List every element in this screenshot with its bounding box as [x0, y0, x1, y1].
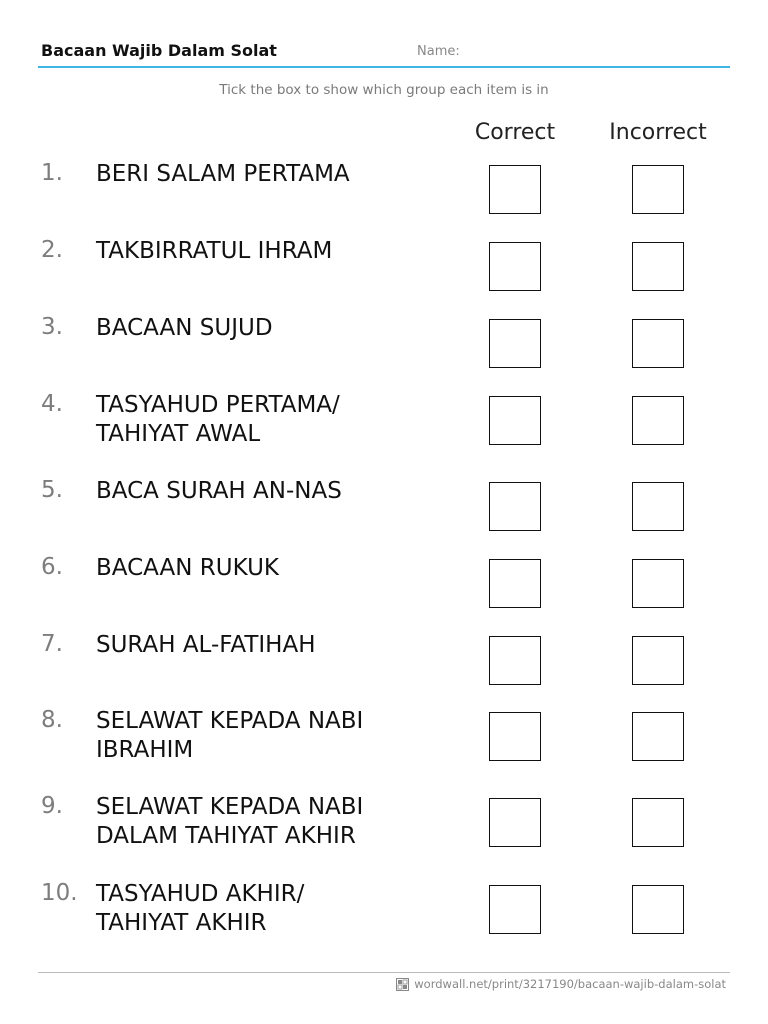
item-label — [96, 160, 436, 189]
checkbox-incorrect[interactable] — [632, 242, 684, 291]
checkbox-correct[interactable] — [489, 242, 541, 291]
item-label — [96, 314, 436, 343]
item-label-line: TASYAHUD AKHIR/ — [96, 881, 305, 907]
item-label-line: IBRAHIM — [96, 737, 194, 763]
item-number: 8. — [41, 707, 63, 733]
checkbox-correct[interactable] — [489, 636, 541, 685]
checkbox-correct[interactable] — [489, 396, 541, 445]
item-label-line: SURAH AL-FATIHAH — [96, 632, 316, 658]
item-label — [96, 631, 436, 660]
item-label — [96, 237, 436, 266]
column-header-incorrect: Incorrect — [609, 120, 707, 145]
item-number: 9. — [41, 793, 63, 819]
checkbox-incorrect[interactable] — [632, 165, 684, 214]
item-label — [96, 793, 436, 851]
wordwall-logo-icon — [396, 978, 409, 991]
header-divider — [38, 66, 730, 68]
item-label-line: BACAAN SUJUD — [96, 315, 273, 341]
item-number: 4. — [41, 391, 63, 417]
checkbox-correct[interactable] — [489, 559, 541, 608]
item-number: 2. — [41, 237, 63, 263]
item-label — [96, 391, 436, 449]
item-label-line: TAKBIRRATUL IHRAM — [96, 238, 333, 264]
instruction-text: Tick the box to show which group each item is in — [219, 82, 549, 98]
checkbox-incorrect[interactable] — [632, 482, 684, 531]
item-number: 7. — [41, 631, 63, 657]
item-label-line: BACAAN RUKUK — [96, 555, 279, 581]
item-label-line: SELAWAT KEPADA NABI — [96, 794, 364, 820]
item-label-line: TASYAHUD PERTAMA/ — [96, 392, 340, 418]
checkbox-correct[interactable] — [489, 712, 541, 761]
item-label-line: TAHIYAT AWAL — [96, 421, 261, 447]
checkbox-incorrect[interactable] — [632, 798, 684, 847]
item-number: 5. — [41, 477, 63, 503]
checkbox-incorrect[interactable] — [632, 712, 684, 761]
checkbox-correct[interactable] — [489, 798, 541, 847]
footer — [396, 977, 726, 991]
footer-url: wordwall.net/print/3217190/bacaan-wajib-dalam-solat — [414, 977, 726, 991]
item-number: 3. — [41, 314, 63, 340]
item-number: 1. — [41, 160, 63, 186]
checkbox-correct[interactable] — [489, 165, 541, 214]
checkbox-incorrect[interactable] — [632, 319, 684, 368]
checkbox-incorrect[interactable] — [632, 559, 684, 608]
checkbox-correct[interactable] — [489, 885, 541, 934]
name-label: Name: — [417, 44, 460, 59]
checkbox-incorrect[interactable] — [632, 885, 684, 934]
checkbox-correct[interactable] — [489, 482, 541, 531]
item-label-line: BERI SALAM PERTAMA — [96, 161, 350, 187]
item-label-line: TAHIYAT AKHIR — [96, 910, 267, 936]
checkbox-incorrect[interactable] — [632, 636, 684, 685]
item-label-line: BACA SURAH AN-NAS — [96, 478, 342, 504]
checkbox-correct[interactable] — [489, 319, 541, 368]
checkbox-incorrect[interactable] — [632, 396, 684, 445]
item-label-line: SELAWAT KEPADA NABI — [96, 708, 364, 734]
footer-divider — [38, 972, 730, 973]
item-label — [96, 477, 436, 506]
item-label — [96, 880, 436, 938]
item-number: 10. — [41, 880, 78, 906]
item-label-line: DALAM TAHIYAT AKHIR — [96, 823, 356, 849]
item-number: 6. — [41, 554, 63, 580]
worksheet-title: Bacaan Wajib Dalam Solat — [41, 41, 277, 60]
item-label — [96, 707, 436, 765]
item-label — [96, 554, 436, 583]
column-header-correct: Correct — [474, 120, 556, 145]
